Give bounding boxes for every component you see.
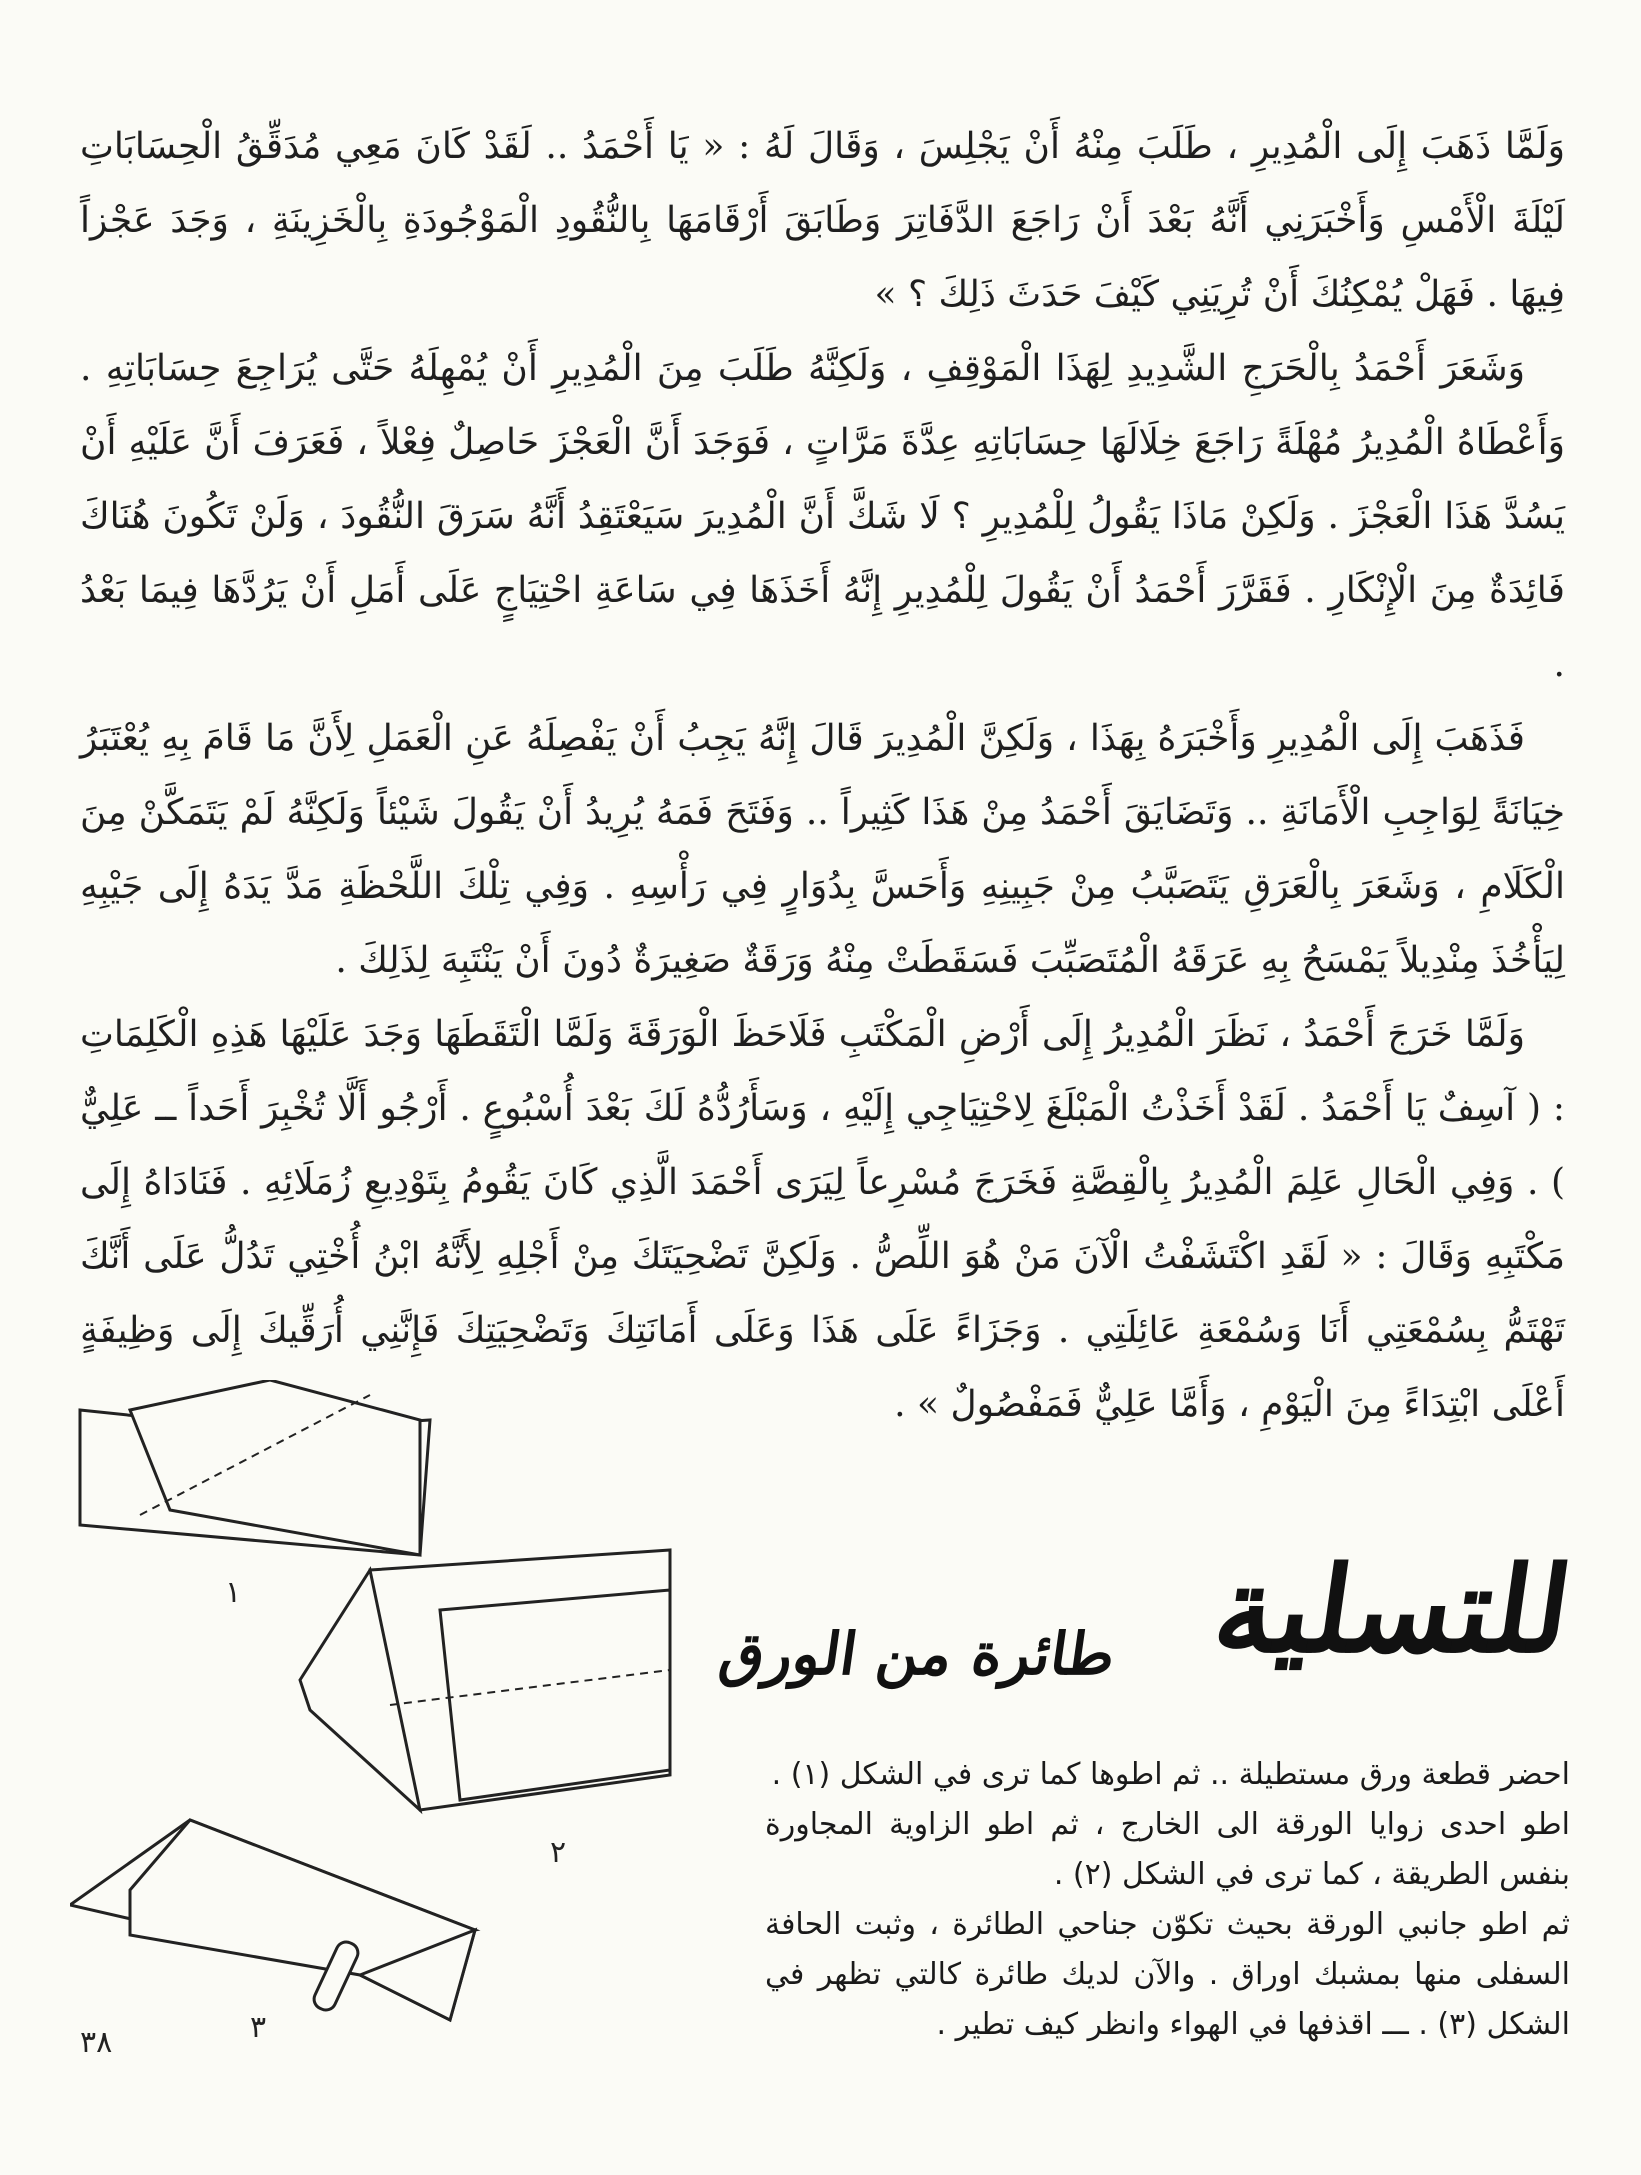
instruction-step: اطو احدى زوايا الورقة الى الخارج ، ثم اطو الزاوية المجاورة بنفس الطريقة ، كما ترى في الشكل (٢) . bbox=[765, 1807, 1570, 1892]
folding-diagrams bbox=[70, 1380, 790, 2140]
story-paragraph: وَشَعَرَ أَحْمَدُ بِالْحَرَجِ الشَّدِيدِ لِهَذَا الْمَوْقِفِ ، وَلَكِنَّهُ طَلَبَ مِنَ الْمُدِيرِ أَنْ يُمْهِلَهُ حَتَّى يُرَاجِعَ حِسَابَاتِهِ . وَأَعْطَاهُ الْمُدِيرُ مُهْلَةً رَاجَعَ خِلَالَهَا حِسَابَاتِهِ عِدَّةَ مَرَّاتٍ ، فَوَجَدَ أَنَّ الْعَجْزَ حَاصِلٌ فِعْلاً ، فَعَرَفَ أَنَّ عَلَيْهِ أَنْ يَسُدَّ هَذَا الْعَجْزَ . وَلَكِنْ مَاذَا يَقُولُ لِلْمُدِيرِ ؟ لَا شَكَّ أَنَّ الْمُدِيرَ سَيَعْتَقِدُ أَنَّهُ سَرَقَ النُّقُودَ ، وَلَنْ تَكُونَ هُنَاكَ فَائِدَةٌ مِنَ الْإِنْكَارِ . فَقَرَّرَ أَحْمَدُ أَنْ يَقُولَ لِلْمُدِيرِ إِنَّهُ أَخَذَهَا فِي سَاعَةِ احْتِيَاجٍ عَلَى أَمَلِ أَنْ يَرُدَّهَا فِيمَا بَعْدُ . bbox=[80, 348, 1565, 685]
activity-instructions bbox=[765, 1750, 1570, 2050]
story-paragraph: فَذَهَبَ إِلَى الْمُدِيرِ وَأَخْبَرَهُ بِهَذَا ، وَلَكِنَّ الْمُدِيرَ قَالَ إِنَّهُ يَجِبُ أَنْ يَفْصِلَهُ عَنِ الْعَمَلِ لِأَنَّ مَا قَامَ بِهِ يُعْتَبَرُ خِيَانَةً لِوَاجِبِ الْأَمَانَةِ .. وَتَضَايَقَ أَحْمَدُ مِنْ هَذَا كَثِيراً .. وَفَتَحَ فَمَهُ يُرِيدُ أَنْ يَقُولَ شَيْئاً وَلَكِنَّهُ لَمْ يَتَمَكَّنْ مِنَ الْكَلَامِ ، وَشَعَرَ بِالْعَرَقِ يَتَصَبَّبُ مِنْ جَبِينِهِ وَأَحَسَّ بِدُوَارٍ فِي رَأْسِهِ . وَفِي تِلْكَ اللَّحْظَةِ مَدَّ يَدَهُ إِلَى جَيْبِهِ لِيَأْخُذَ مِنْدِيلاً يَمْسَحُ بِهِ عَرَقَهُ الْمُتَصَبِّبَ فَسَقَطَتْ مِنْهُ وَرَقَةٌ صَغِيرَةٌ دُونَ أَنْ يَنْتَبِهَ لِذَلِكَ . bbox=[80, 718, 1565, 981]
paper-plane-figures bbox=[70, 1380, 790, 2140]
activity-title: للتسلية bbox=[1206, 1540, 1580, 1679]
activity-heading bbox=[700, 1540, 1580, 1730]
instruction-step: احضر قطعة ورق مستطيلة .. ثم اطوها كما ترى في الشكل (١) . bbox=[771, 1757, 1570, 1792]
page-number: ٣٨ bbox=[80, 2025, 113, 2060]
figure-1-folded-sheet bbox=[80, 1380, 430, 1555]
instruction-step: ثم اطو جانبي الورقة بحيث تكوّن جناحي الطائرة ، وثبت الحافة السفلى منها بمشبك اوراق . والآن لديك طائرة كالتي تظهر في الشكل (٣) . ـــ اقذفها في الهواء وانظر كيف تطير . bbox=[765, 1907, 1570, 2042]
story-text bbox=[80, 110, 1565, 1442]
figure-3-paper-plane bbox=[70, 1820, 475, 2020]
activity-subtitle: طائرة من الورق bbox=[715, 1620, 1120, 1688]
figure-2-folded-corners bbox=[300, 1550, 670, 1810]
story-paragraph: وَلَمَّا ذَهَبَ إِلَى الْمُدِيرِ ، طَلَبَ مِنْهُ أَنْ يَجْلِسَ ، وَقَالَ لَهُ : « يَا أَحْمَدُ .. لَقَدْ كَانَ مَعِي مُدَقِّقُ الْحِسَابَاتِ لَيْلَةَ الْأَمْسِ وَأَخْبَرَنِي أَنَّهُ بَعْدَ أَنْ رَاجَعَ الدَّفَاتِرَ وَطَابَقَ أَرْقَامَهَا بِالنُّقُودِ الْمَوْجُودَةِ بِالْخَزِينَةِ ، وَجَدَ عَجْزاً فِيهَا . فَهَلْ يُمْكِنُكَ أَنْ تُرِيَنِي كَيْفَ حَدَثَ ذَلِكَ ؟ » bbox=[80, 126, 1565, 315]
figure-2-label: ٢ bbox=[550, 1835, 567, 1870]
figure-3-label: ٣ bbox=[250, 2010, 267, 2045]
story-paragraph: وَلَمَّا خَرَجَ أَحْمَدُ ، نَظَرَ الْمُدِيرُ إِلَى أَرْضِ الْمَكْتَبِ فَلَاحَظَ الْوَرَقَةَ وَلَمَّا الْتَقَطَهَا وَجَدَ عَلَيْهَا هَذِهِ الْكَلِمَاتِ : ( آسِفٌ يَا أَحْمَدُ . لَقَدْ أَخَذْتُ الْمَبْلَغَ لِاحْتِيَاجِي إِلَيْهِ ، وَسَأَرُدُّهُ لَكَ بَعْدَ أُسْبُوعٍ . أَرْجُو أَلَّا تُخْبِرَ أَحَداً ــ عَلِيٌّ ) . وَفِي الْحَالِ عَلِمَ الْمُدِيرُ بِالْقِصَّةِ فَخَرَجَ مُسْرِعاً لِيَرَى أَحْمَدَ الَّذِي كَانَ يَقُومُ بِتَوْدِيعِ زُمَلَائِهِ . فَنَادَاهُ إِلَى مَكْتَبِهِ وَقَالَ : « لَقَدِ اكْتَشَفْتُ الْآنَ مَنْ هُوَ اللِّصُّ . وَلَكِنَّ تَضْحِيَتَكَ مِنْ أَجْلِهِ لِأَنَّهُ ابْنُ أُخْتِي تَدُلُّ عَلَى أَنَّكَ تَهْتَمُّ بِسُمْعَتِي أَنَا وَسُمْعَةِ عَائِلَتِي . وَجَزَاءً عَلَى هَذَا وَعَلَى أَمَانَتِكَ وَتَضْحِيَتِكَ فَإِنَّنِي أُرَقِّيكَ إِلَى وَظِيفَةٍ أَعْلَى ابْتِدَاءً مِنَ الْيَوْمِ ، وَأَمَّا عَلِيٌّ فَمَفْصُولٌ » . bbox=[80, 1014, 1565, 1425]
figure-1-label: ١ bbox=[225, 1575, 242, 1610]
